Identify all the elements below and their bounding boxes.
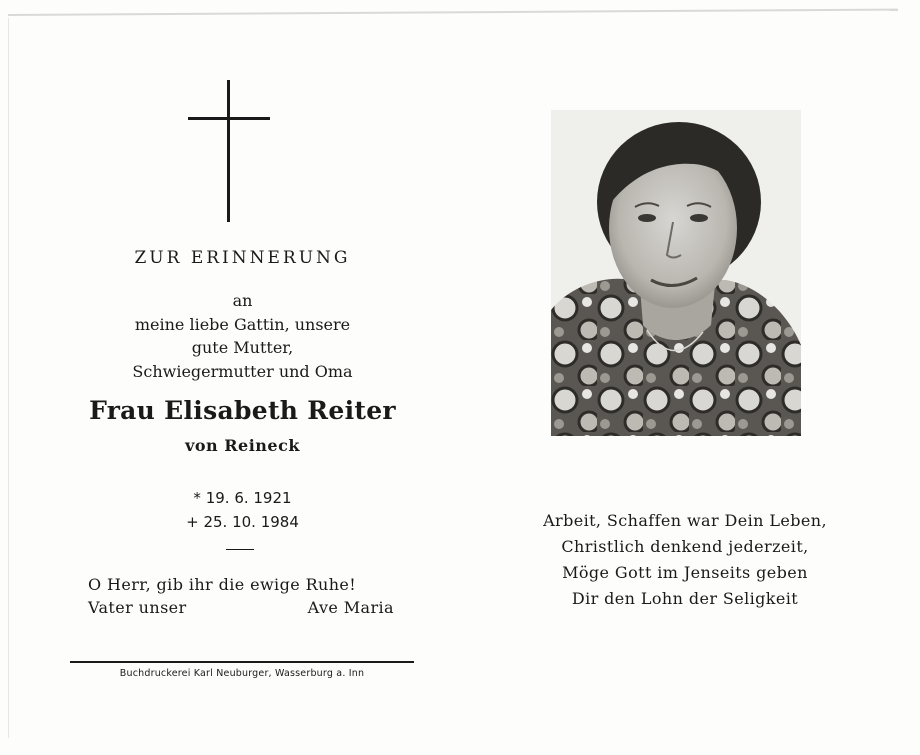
prayer-row: [88, 596, 394, 619]
dedication-line: gute Mutter,: [191, 338, 294, 357]
cross-icon: [188, 80, 270, 222]
death-date: + 25. 10. 1984: [186, 513, 299, 531]
deceased-origin: von Reineck: [185, 436, 300, 455]
card-left-edge: [8, 18, 9, 738]
dedication-line: an: [232, 291, 253, 310]
card-top-edge: [8, 9, 898, 16]
verse-line: Möge Gott im Jenseits geben: [562, 563, 808, 582]
prayer-line: O Herr, gib ihr die ewige Ruhe!: [88, 575, 357, 594]
prayer-text: [88, 573, 398, 619]
divider-dash: [226, 549, 254, 550]
birth-date: * 19. 6. 1921: [193, 489, 292, 507]
life-dates: [70, 486, 415, 534]
printer-rule: [70, 661, 414, 663]
verse-line: Arbeit, Schaffen war Dein Leben,: [543, 511, 827, 530]
portrait-photo: [551, 110, 801, 436]
verse-line: Christlich denkend jederzeit,: [561, 537, 809, 556]
memorial-heading: ZUR ERINNERUNG: [134, 248, 351, 268]
verse-line: Dir den Lohn der Seligkeit: [571, 589, 799, 608]
deceased-name: Frau Elisabeth Reiter: [89, 396, 396, 425]
dedication-line: Schwiegermutter und Oma: [132, 361, 353, 381]
printer-credit: Buchdruckerei Karl Neuburger, Wasserburg a. Inn: [119, 668, 365, 679]
dedication-line: meine liebe Gattin, unsere: [134, 314, 351, 334]
prayer-right: Ave Maria: [307, 598, 394, 617]
dedication-text: [70, 289, 415, 383]
verse-text: [520, 508, 850, 612]
prayer-left: Vater unser: [88, 598, 187, 617]
